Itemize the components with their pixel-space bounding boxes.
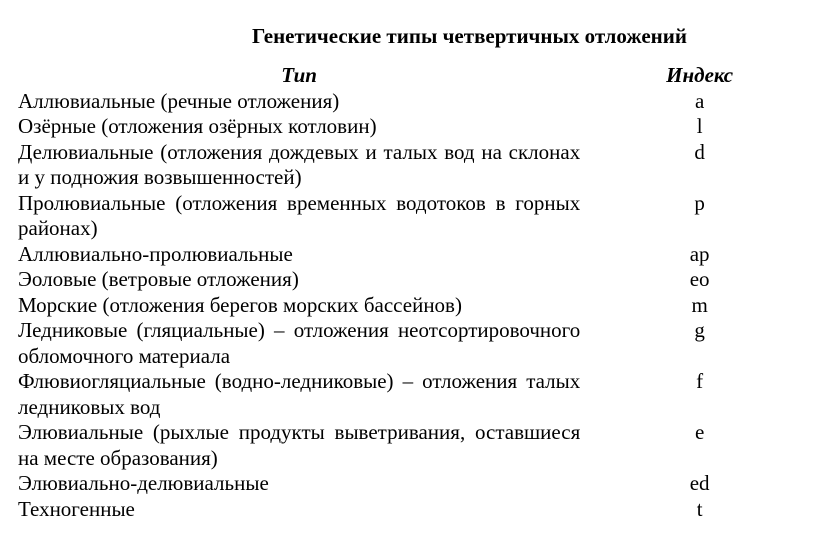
index-cell: d [694,139,705,164]
type-cell: Аллювиально-пролювиальные [18,241,293,266]
table-header-row [18,63,819,89]
table-row [18,140,819,191]
table-row [18,471,819,497]
table-row [18,114,819,140]
genetic-types-table [18,63,819,522]
type-cell: Делювиальные (отложения дождевых и талых вод на склонах и у подножия возвышенностей) [18,139,581,189]
type-cell: Пролювиальные (отложения временных водотоков в горных районах) [18,190,581,240]
index-cell: a [694,88,705,113]
index-cell: g [694,318,705,342]
type-column-header: Тип [281,63,317,87]
type-cell: Эоловые (ветровые отложения) [18,267,299,291]
type-cell: Техногенные [18,496,135,521]
type-cell: Элювиальные (рыхлые продукты выветривания, оставшиеся на месте образования) [18,420,581,470]
type-cell: Ледниковые (гляциальные) – отложения неотсортировочного обломочного материала [18,318,581,368]
index-cell: m [691,292,708,317]
index-column-header: Индекс [666,63,734,87]
index-cell: l [696,114,703,138]
table-row [18,318,819,369]
index-cell: ap [689,241,710,266]
index-cell: ed [689,471,710,495]
index-cell: t [696,496,703,521]
type-cell: Озёрные (отложения озёрных котловин) [18,114,377,138]
index-cell: f [696,369,704,393]
index-cell: p [694,190,705,215]
table-row [18,267,819,293]
index-cell: eo [689,267,710,291]
type-cell: Морские (отложения берегов морских бассейнов) [18,292,462,317]
table-row [18,89,819,115]
type-cell: Аллювиальные (речные отложения) [18,88,340,113]
document-title: Генетические типы четвертичных отложений [252,24,687,48]
index-cell: e [694,420,705,444]
type-cell: Флювиогляциальные (водно-ледниковые) – отложения талых ледниковых вод [18,369,581,419]
table-row [18,242,819,268]
table-row [18,191,819,242]
type-cell: Элювиально-делювиальные [18,471,269,495]
table-row [18,369,819,420]
table-row [18,420,819,471]
table-row [18,497,819,523]
table-row [18,293,819,319]
